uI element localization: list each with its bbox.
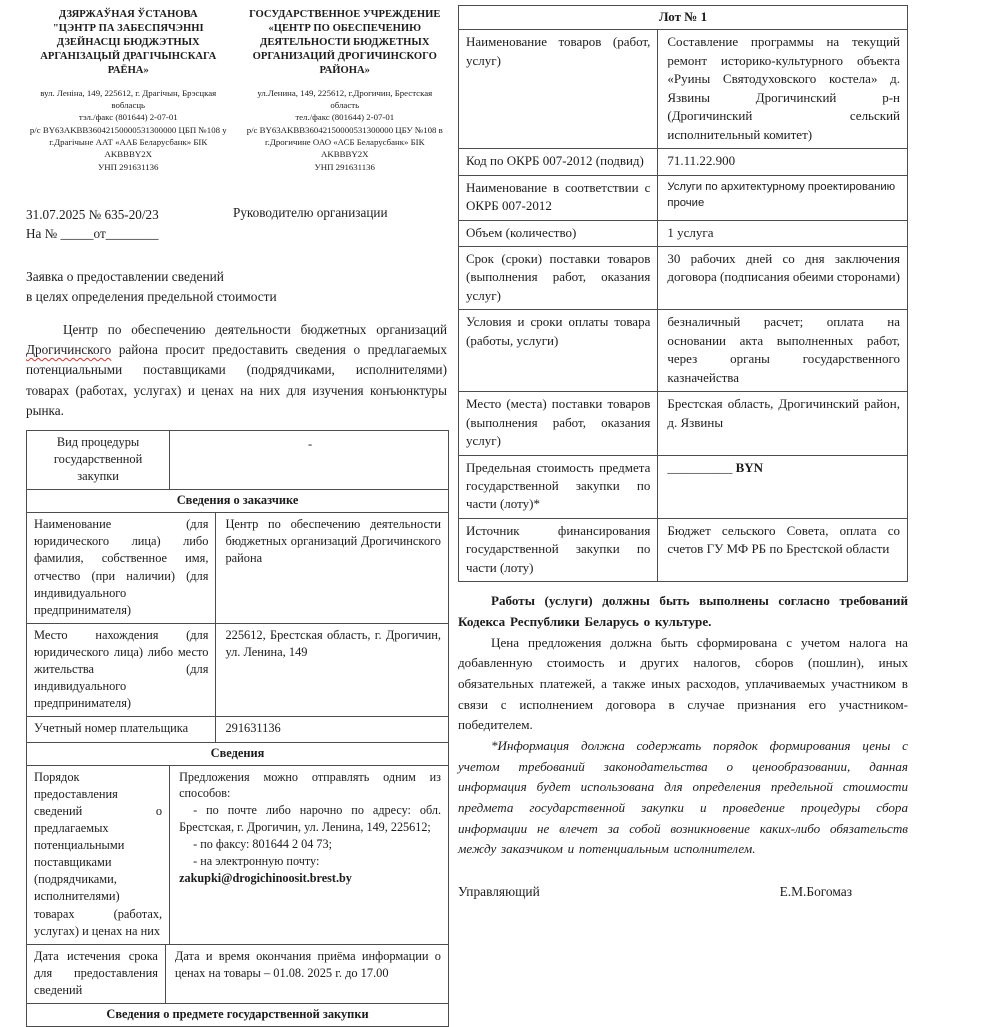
row-value: 291631136 (225, 721, 281, 736)
closing-paragraphs (458, 591, 908, 860)
row-label: Источник финансирования государственной закупки по части (лоту) (459, 519, 658, 581)
row-label: Наименование в соответствии с ОКРБ 007-2012 (459, 176, 658, 220)
table-row (27, 431, 448, 489)
submission-method-mail: - по почте либо нарочно по адресу: обл. Брестская, г. Дрогичин, ул. Ленина, 149, 225612; (179, 803, 441, 835)
org-by-addr-line: р/с BY63AKBB36042150000531300000 ЦБП №108 у (29, 124, 227, 135)
row-value: - (307, 436, 313, 451)
submission-methods-intro: Предложения можно отправлять одним из способов: (179, 769, 441, 801)
signature-block (458, 884, 908, 900)
row-label: Дата истечения срока для предоставления сведений (27, 945, 166, 1003)
row-label: Объем (количество) (459, 221, 658, 246)
document-page-right (455, 0, 1000, 900)
row-value: Брестская область, Дрогичинский район, д. Язвины (667, 396, 900, 430)
row-value-price-blank (658, 456, 907, 518)
org-ru-addr-line: УНП 291631136 (314, 161, 375, 172)
row-value: Бюджет сельского Совета, оплата со счетов ГУ МФ РБ по Брестской области (667, 522, 900, 557)
table-section-row (27, 742, 448, 765)
misspelled-word: Дрогичинского (26, 341, 112, 357)
table-section-row (27, 1003, 448, 1026)
row-value: Центр по обеспечению деятельности бюджетных организаций Дрогичинского района (225, 517, 441, 566)
org-by-name-line: "ЦЭНТР ПА ЗАБЕСПЯЧЭННІ (52, 22, 204, 34)
row-value: безналичный расчет; оплата на основании акта выполненных работ, через органы государственного казначейства (667, 314, 900, 385)
org-ru-name-line: ОРГАНИЗАЦИЙ ДРОГИЧИНСКОГО (252, 50, 437, 62)
org-by-addr-line: УНП 291631136 (98, 161, 159, 172)
org-block-russian (243, 8, 448, 173)
table-row (459, 455, 907, 518)
org-ru-addr-line: г.Дрогичине ОАО «АСБ Беларусбанк» БІК AKBBBY2X (265, 137, 425, 160)
section-header-subject: Сведения о предмете государственной закупки (106, 1007, 369, 1022)
row-value: Составление программы на текущий ремонт историко-культурного объекта «Руины Святодуховского костела» д. Язвины Дрогичинский р-н (Дрогичинский сельский исполнительный комитет) (667, 34, 900, 142)
org-name-belarusian (26, 8, 231, 78)
intro-text-after: района просит предоставить сведения о предлагаемых потенциальными поставщиками (подрядчиками, исполнителями) товарах (работах, услугах) и ценах на них для изучения конъюнктуры рынка. (26, 341, 447, 419)
org-ru-name-line: «ЦЕНТР ПО ОБЕСПЕЧЕНИЮ (268, 22, 422, 34)
lot-table (458, 5, 908, 582)
row-label: Учетный номер плательщика (27, 717, 216, 741)
row-label: Код по ОКРБ 007-2012 (подвид) (459, 149, 658, 174)
incoming-reference-blank: На № _____от________ (26, 226, 159, 242)
price-currency: BYN (735, 459, 764, 475)
org-by-addr-line: г.Драгічыне ААТ «ААБ Беларусбанк» БІК AKBBBY2X (49, 137, 208, 160)
org-ru-name-line: ДЕЯТЕЛЬНОСТИ БЮДЖЕТНЫХ (260, 36, 430, 48)
document-title (26, 267, 447, 307)
row-value: Услуги по архитектурному проектированию прочие (667, 180, 896, 209)
table-row (27, 512, 448, 623)
org-by-name-line: ДЗЯРЖАЎНАЯ ЎСТАНОВА (58, 9, 198, 20)
price-formation-paragraph: Цена предложения должна быть сформирована с учетом налога на добавленную стоимость и других налогов, сборов (пошлин), иных обязательных платежей, а также иных расходов, уплачиваемых участником в связи с исполнением договора в случае признания его участником-победителем. (458, 634, 908, 733)
row-label: Вид процедуры государственной закупки (27, 431, 170, 489)
requirements-paragraph: Работы (услуги) должны быть выполнены согласно требований Кодекса Республики Беларусь о культуре. (458, 593, 908, 629)
row-label: Порядок предоставления сведений о предлагаемых потенциальными поставщиками (подрядчиками, исполнителями) товарах (работах, услугах) и ценах на них (27, 766, 170, 944)
row-label: Срок (сроки) поставки товаров (выполнения работ, оказания услуг) (459, 247, 658, 309)
section-header-customer: Сведения о заказчике (176, 493, 299, 508)
table-row (459, 309, 907, 391)
org-ru-name-line: РАЙОНА» (319, 64, 370, 76)
price-blank-line: __________ (667, 459, 736, 475)
row-label: Условия и сроки оплаты товара (работы, услуги) (459, 310, 658, 391)
row-value: 30 рабочих дней со дня заключения договора (подписания обеими сторонами) (667, 250, 900, 285)
document-date-number: 31.07.2025 № 635-20/23 (26, 207, 159, 223)
table-row (459, 29, 907, 148)
row-value: Дата и время окончания приёма информации о ценах на товары – 01.08. 2025 г. до 17.00 (174, 948, 441, 980)
submission-method-fax: - по факсу: 801644 2 04 73; (193, 836, 332, 851)
table-row (459, 246, 907, 309)
document-page-left (0, 0, 455, 1027)
table-row (27, 716, 448, 741)
org-by-addr-line: вул. Леніна, 149, 225612, г. Драгічын, Брэсцкая вобласць (40, 87, 217, 111)
table-row (27, 944, 448, 1003)
row-value: 71.11.22.900 (667, 153, 736, 169)
letterhead (26, 8, 447, 173)
outgoing-reference (26, 205, 231, 243)
table-row (27, 623, 448, 717)
org-ru-name-line: ГОСУДАРСТВЕННОЕ УЧРЕЖДЕНИЕ (249, 9, 441, 20)
table-row (459, 518, 907, 581)
signature-role: Управляющий (458, 884, 540, 900)
section-header-info: Сведения (210, 745, 265, 760)
table-row (459, 148, 907, 174)
footnote-paragraph: *Информация должна содержать порядок формирования цены с учетом требований законодательства о ценообразовании, данная информация будет использована для определения предельной стоимости предмета государственной закупки и проведение процедуры сбора информации не влечет за собой возникновение каких-либо обязательств между заказчиком и потенциальным исполнителем. (458, 738, 908, 857)
org-by-addr-line: тэл./факс (801644) 2-07-01 (78, 112, 178, 123)
row-label: Наименование (для юридического лица) либо фамилия, собственное имя, отчество (при наличии) (для индивидуального предпринимателя) (27, 513, 216, 623)
lot-header: Лот № 1 (658, 9, 708, 24)
org-by-name-line: АРГАНІЗАЦЫЙ ДРАГІЧЫНСКАГА (40, 50, 217, 62)
org-name-russian (243, 8, 448, 78)
table-section-row (27, 489, 448, 512)
table-row (459, 220, 907, 246)
row-label: Наименование товаров (работ, услуг) (459, 30, 658, 148)
row-value: 1 услуга (667, 224, 714, 240)
org-by-name-line: РАЁНА» (107, 64, 149, 76)
request-details-table (26, 430, 449, 1027)
org-block-belarusian (26, 8, 231, 173)
submission-method-email-label: - на электронную почту: (193, 853, 320, 868)
table-section-row (459, 6, 907, 29)
org-ru-addr-line: р/с BY63AKBB36042150000531300000 ЦБУ №108 в (246, 124, 443, 135)
reference-block (26, 205, 447, 243)
addressee: Руководителю организации (233, 205, 388, 221)
row-label: Место нахождения (для юридического лица) либо место жительства (для индивидуального предпринимателя) (27, 624, 216, 717)
document-title-line2: в целях определения предельной стоимости (26, 289, 277, 305)
row-label: Предельная стоимость предмета государственной закупки по части (лоту)* (459, 456, 658, 518)
intro-text-before: Центр по обеспечению деятельности бюджетных организаций (63, 321, 447, 337)
document-title-line1: Заявка о предоставлении сведений (26, 269, 224, 285)
table-row (459, 391, 907, 454)
table-row (27, 765, 448, 944)
submission-email-address: zakupki@drogichinoosit.brest.by (179, 870, 352, 885)
intro-paragraph (26, 320, 447, 422)
org-ru-addr-line: тел./факс (801644) 2-07-01 (295, 112, 395, 123)
org-address-russian (243, 87, 448, 173)
row-value (170, 766, 448, 944)
org-by-name-line: ДЗЕЙНАСЦІ БЮДЖЭТНЫХ (56, 36, 200, 48)
signature-name: Е.М.Богомаз (779, 884, 852, 900)
org-ru-addr-line: ул.Ленина, 149, 225612, г.Дрогичин, Брестская область (257, 87, 433, 111)
org-address-belarusian (26, 87, 231, 173)
row-value: 225612, Брестская область, г. Дрогичин, ул. Ленина, 149 (225, 627, 441, 659)
row-label: Место (места) поставки товаров (выполнения работ, оказания услуг) (459, 392, 658, 454)
table-row (459, 175, 907, 220)
